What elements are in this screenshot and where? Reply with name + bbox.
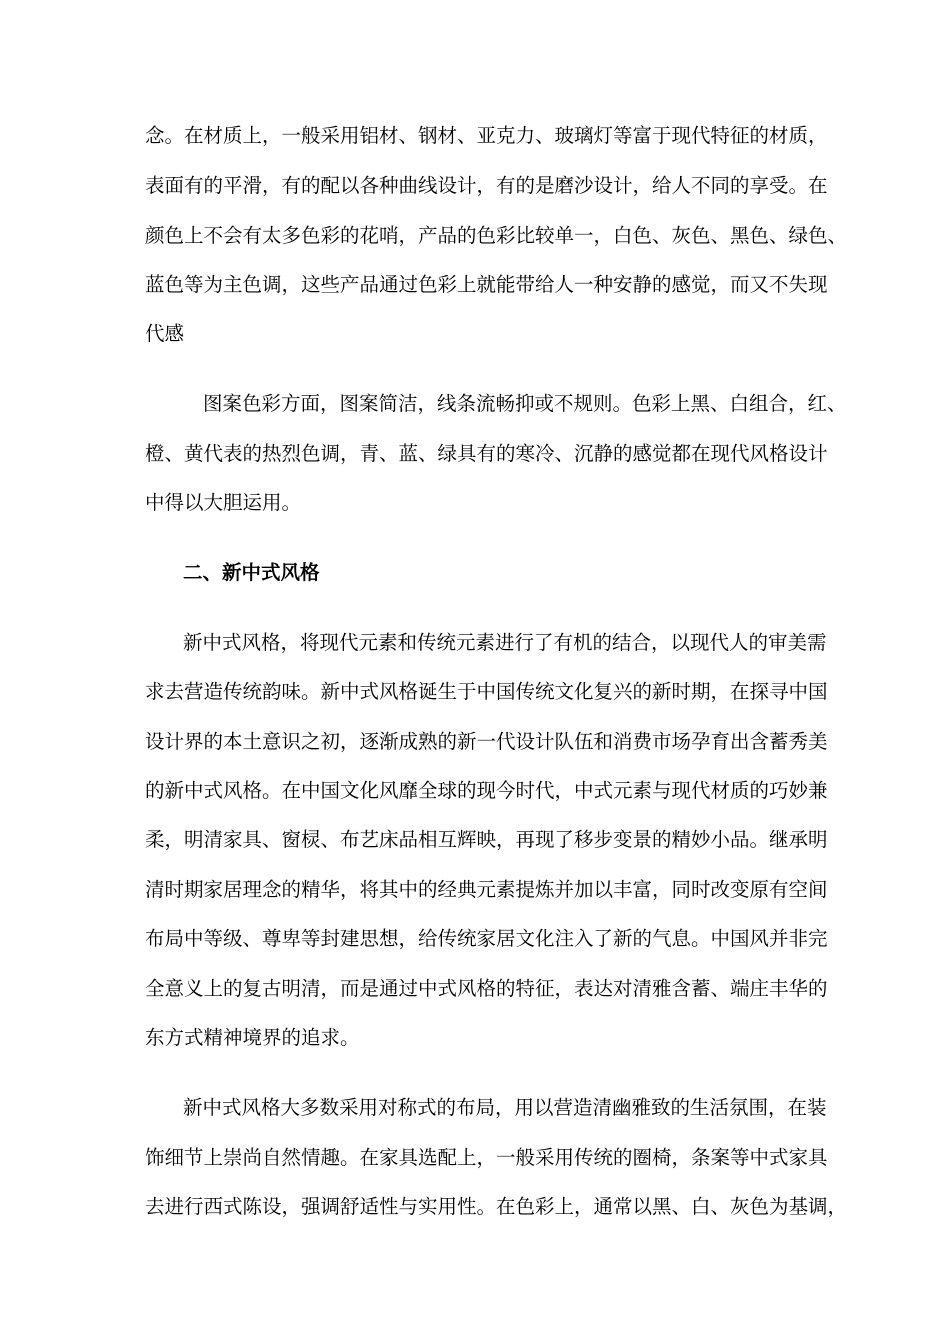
paragraph-1-line-1: 念。在材质上，一般采用铝材、钢材、亚克力、玻璃灯等富于现代特征的材质， <box>145 124 828 147</box>
paragraph-3-line-9: 东方式精神境界的追求。 <box>145 1026 360 1049</box>
paragraph-3-line-4: 的新中式风格。在中国文化风靡全球的现今时代，中式元素与现代材质的巧妙兼 <box>145 779 828 802</box>
paragraph-2-line-3: 中得以大胆运用。 <box>145 491 302 514</box>
paragraph-1-line-5: 代感 <box>145 322 185 345</box>
paragraph-3-line-1: 新中式风格，将现代元素和传统元素进行了有机的结合，以现代人的审美需 <box>183 631 827 654</box>
paragraph-1-line-4: 蓝色等为主色调，这些产品通过色彩上就能带给人一种安静的感觉，而又不失现 <box>145 273 828 296</box>
paragraph-4-line-3: 去进行西式陈设，强调舒适性与实用性。在色彩上，通常以黑、白、灰色为基调， <box>145 1195 848 1218</box>
section-heading: 二、新中式风格 <box>183 561 320 584</box>
paragraph-1-line-3: 颜色上不会有太多色彩的花哨，产品的色彩比较单一，白色、灰色、黑色、绿色、 <box>145 224 848 247</box>
paragraph-3-line-5: 柔，明清家具、窗棂、布艺床品相互辉映，再现了移步变景的精妙小品。继承明 <box>145 828 828 851</box>
paragraph-2-line-2: 橙、黄代表的热烈色调，青、蓝、绿具有的寒冷、沉静的感觉都在现代风格设计 <box>145 442 828 465</box>
paragraph-3-line-2: 求去营造传统韵味。新中式风格诞生于中国传统文化复兴的新时期，在探寻中国 <box>145 680 828 703</box>
paragraph-3-line-7: 布局中等级、尊卑等封建思想，给传统家居文化注入了新的气息。中国风并非完 <box>145 927 828 950</box>
paragraph-3-line-8: 全意义上的复古明清，而是通过中式风格的特征，表达对清雅含蓄、端庄丰华的 <box>145 977 828 1000</box>
paragraph-3-line-3: 设计界的本土意识之初，逐渐成熟的新一代设计队伍和消费市场孕育出含蓄秀美 <box>145 730 828 753</box>
paragraph-4-line-1: 新中式风格大多数采用对称式的布局，用以营造清幽雅致的生活氛围，在装 <box>183 1096 827 1119</box>
paragraph-3-line-6: 清时期家居理念的精华，将其中的经典元素提炼并加以丰富，同时改变原有空间 <box>145 878 828 901</box>
paragraph-4-line-2: 饰细节上崇尚自然情趣。在家具选配上，一般采用传统的圈椅，条案等中式家具 <box>145 1146 828 1169</box>
paragraph-1-line-2: 表面有的平滑，有的配以各种曲线设计，有的是磨沙设计，给人不同的享受。在 <box>145 174 828 197</box>
paragraph-2-line-1: 图案色彩方面，图案简洁，线条流畅抑或不规则。色彩上黑、白组合，红、 <box>203 392 847 415</box>
